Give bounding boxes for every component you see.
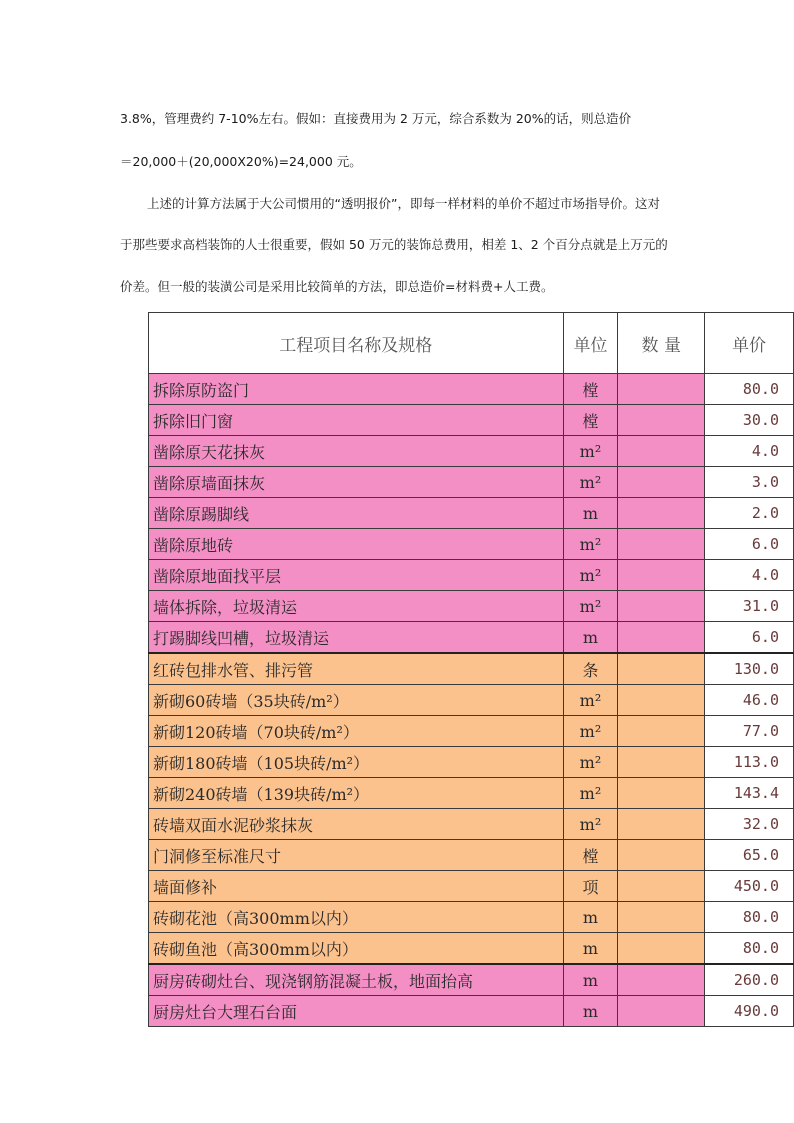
cell-quantity <box>618 964 705 996</box>
cell-unit: m <box>563 933 618 965</box>
cell-item-name: 门洞修至标准尺寸 <box>149 840 564 871</box>
cell-item-name: 凿除原墙面抹灰 <box>149 467 564 498</box>
cell-quantity <box>618 436 705 467</box>
cell-unit: m <box>563 964 618 996</box>
cell-quantity <box>618 591 705 622</box>
cell-quantity <box>618 653 705 685</box>
cell-unit-price: 130.0 <box>705 653 794 685</box>
cell-item-name: 红砖包排水管、排污管 <box>149 653 564 685</box>
table-row <box>149 498 794 529</box>
cell-unit: m² <box>563 778 618 809</box>
cell-unit: 樘 <box>563 405 618 436</box>
cell-unit: m² <box>563 529 618 560</box>
cell-unit-price: 113.0 <box>705 747 794 778</box>
table-row <box>149 778 794 809</box>
table-header-row <box>149 313 794 374</box>
cell-item-name: 新砌120砖墙（70块砖/m²） <box>149 716 564 747</box>
price-table <box>148 312 794 1027</box>
cell-item-name: 凿除原踢脚线 <box>149 498 564 529</box>
cell-unit-price: 80.0 <box>705 933 794 965</box>
cell-unit-price: 143.4 <box>705 778 794 809</box>
cell-unit: 樘 <box>563 374 618 405</box>
cell-item-name: 拆除旧门窗 <box>149 405 564 436</box>
table-row <box>149 871 794 902</box>
table-row <box>149 716 794 747</box>
paragraph-line-1: 3.8%，管理费约 7-10%左右。假如：直接费用为 2 万元，综合系数为 20%的话，则总造价 <box>120 111 632 126</box>
cell-unit-price: 31.0 <box>705 591 794 622</box>
table-row <box>149 560 794 591</box>
table-row <box>149 374 794 405</box>
cell-unit-price: 450.0 <box>705 871 794 902</box>
table-row <box>149 591 794 622</box>
cell-unit-price: 80.0 <box>705 374 794 405</box>
cell-quantity <box>618 840 705 871</box>
table-row <box>149 840 794 871</box>
cell-quantity <box>618 996 705 1027</box>
table-row <box>149 405 794 436</box>
table-row <box>149 809 794 840</box>
table-row <box>149 653 794 685</box>
paragraph-line-4: 于那些要求高档装饰的人士很重要，假如 50 万元的装饰总费用，相差 1、2 个百分点就是上万元的 <box>120 237 668 252</box>
cell-unit: m² <box>563 591 618 622</box>
cell-unit: m <box>563 498 618 529</box>
cell-unit-price: 77.0 <box>705 716 794 747</box>
cell-unit: 樘 <box>563 840 618 871</box>
header-quantity: 数 量 <box>618 313 705 374</box>
cell-item-name: 墙面修补 <box>149 871 564 902</box>
cell-quantity <box>618 467 705 498</box>
cell-unit: m <box>563 996 618 1027</box>
cell-item-name: 新砌240砖墙（139块砖/m²） <box>149 778 564 809</box>
cell-item-name: 墙体拆除，垃圾清运 <box>149 591 564 622</box>
table-row <box>149 964 794 996</box>
cell-unit-price: 65.0 <box>705 840 794 871</box>
cell-quantity <box>618 809 705 840</box>
cell-item-name: 打踢脚线凹槽，垃圾清运 <box>149 622 564 654</box>
header-item-name: 工程项目名称及规格 <box>149 313 564 374</box>
table-row <box>149 902 794 933</box>
cell-unit-price: 6.0 <box>705 529 794 560</box>
cell-item-name: 厨房砖砌灶台、现浇钢筋混凝土板，地面抬高 <box>149 964 564 996</box>
cell-unit: 项 <box>563 871 618 902</box>
paragraph-line-5: 价差。但一般的装潢公司是采用比较简单的方法，即总造价=材料费+人工费。 <box>120 279 554 294</box>
cell-unit: m² <box>563 809 618 840</box>
cell-unit-price: 4.0 <box>705 436 794 467</box>
cell-quantity <box>618 529 705 560</box>
cell-unit: m² <box>563 716 618 747</box>
cell-unit: m² <box>563 436 618 467</box>
cell-quantity <box>618 716 705 747</box>
table-row <box>149 436 794 467</box>
cell-item-name: 新砌60砖墙（35块砖/m²） <box>149 685 564 716</box>
cell-unit-price: 490.0 <box>705 996 794 1027</box>
cell-item-name: 砖墙双面水泥砂浆抹灰 <box>149 809 564 840</box>
paragraph-line-2: ＝20,000＋(20,000X20%)=24,000 元。 <box>120 154 362 169</box>
cell-unit: m <box>563 622 618 654</box>
cell-quantity <box>618 685 705 716</box>
header-unit-price: 单价 <box>705 313 794 374</box>
cell-quantity <box>618 622 705 654</box>
cell-quantity <box>618 560 705 591</box>
cell-unit-price: 46.0 <box>705 685 794 716</box>
cell-unit: m² <box>563 685 618 716</box>
cell-item-name: 砖砌花池（高300mm以内） <box>149 902 564 933</box>
cell-unit-price: 80.0 <box>705 902 794 933</box>
cell-unit-price: 32.0 <box>705 809 794 840</box>
cell-quantity <box>618 902 705 933</box>
cell-quantity <box>618 871 705 902</box>
cell-unit-price: 2.0 <box>705 498 794 529</box>
table-row <box>149 529 794 560</box>
cell-item-name: 拆除原防盗门 <box>149 374 564 405</box>
cell-item-name: 厨房灶台大理石台面 <box>149 996 564 1027</box>
cell-unit-price: 6.0 <box>705 622 794 654</box>
table-row <box>149 622 794 654</box>
cell-quantity <box>618 498 705 529</box>
paragraph-line-3: 上述的计算方法属于大公司惯用的“透明报价”，即每一样材料的单价不超过市场指导价。这对 <box>147 196 660 211</box>
cell-unit: m² <box>563 747 618 778</box>
cell-quantity <box>618 374 705 405</box>
table-row <box>149 685 794 716</box>
cell-quantity <box>618 405 705 436</box>
cell-unit: m² <box>563 560 618 591</box>
cell-item-name: 凿除原天花抹灰 <box>149 436 564 467</box>
cell-unit-price: 4.0 <box>705 560 794 591</box>
cell-item-name: 凿除原地面找平层 <box>149 560 564 591</box>
cell-unit: 条 <box>563 653 618 685</box>
cell-quantity <box>618 747 705 778</box>
header-unit: 单位 <box>563 313 618 374</box>
table-row <box>149 996 794 1027</box>
cell-quantity <box>618 933 705 965</box>
table-row <box>149 467 794 498</box>
table-row <box>149 747 794 778</box>
cell-unit: m² <box>563 467 618 498</box>
cell-unit-price: 30.0 <box>705 405 794 436</box>
cell-unit-price: 3.0 <box>705 467 794 498</box>
cell-item-name: 新砌180砖墙（105块砖/m²） <box>149 747 564 778</box>
cell-quantity <box>618 778 705 809</box>
cell-unit: m <box>563 902 618 933</box>
cell-item-name: 砖砌鱼池（高300mm以内） <box>149 933 564 965</box>
cell-item-name: 凿除原地砖 <box>149 529 564 560</box>
cell-unit-price: 260.0 <box>705 964 794 996</box>
table-row <box>149 933 794 965</box>
